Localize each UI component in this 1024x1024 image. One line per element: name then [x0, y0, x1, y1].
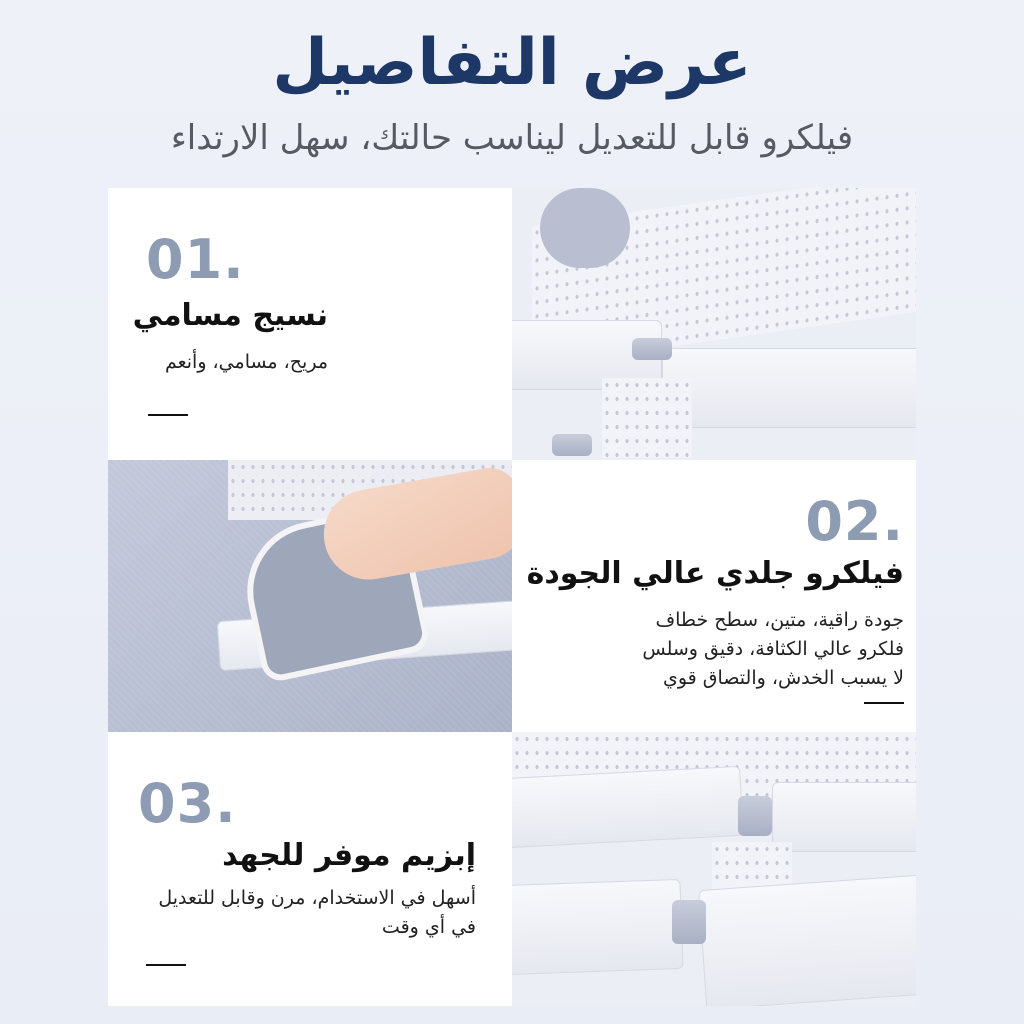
feature-2-divider [864, 702, 904, 704]
page-subtitle: فيلكرو قابل للتعديل ليناسب حالتك، سهل الارتداء [170, 118, 854, 158]
feature-1-title: نسيج مسامي [132, 298, 328, 333]
feature-2-description-line-3: لا يسبب الخدش، والتصاق قوي [662, 667, 904, 689]
feature-3-divider [146, 964, 186, 966]
feature-2-title: فيلكرو جلدي عالي الجودة [526, 556, 904, 591]
strap-image [662, 348, 916, 428]
buckle-image [552, 434, 592, 456]
feature-1-number: 01. [146, 228, 245, 291]
feature-3-number: 03. [138, 772, 237, 835]
page-title: عرض التفاصيل [272, 26, 752, 100]
feature-3-description-line-1: أسهل في الاستخدام، مرن وقابل للتعديل [158, 887, 476, 909]
details-grid [108, 188, 916, 1006]
buckle-image [672, 900, 706, 944]
strap-image [512, 766, 744, 848]
buckle-image [632, 338, 672, 360]
feature-3-title: إبزيم موفر للجهد [222, 838, 476, 873]
feature-1-description: مريح، مسامي، وأنعم [164, 351, 328, 373]
buckle-image [738, 796, 772, 836]
feature-2-description-line-1: جودة راقية، متين، سطح خطاف [655, 609, 904, 631]
feature-3-description-line-2: في أي وقت [381, 916, 476, 938]
feature-1-photo [512, 188, 916, 460]
feature-2-text [512, 460, 916, 732]
padding-image [540, 188, 630, 268]
feature-2-number: 02. [805, 490, 904, 553]
strap-image [512, 879, 684, 975]
feature-1-divider [148, 414, 188, 416]
feature-2-description-line-2: فلكرو عالي الكثافة، دقيق وسلس [642, 638, 904, 660]
feature-3-text [108, 732, 512, 1006]
feature-3-photo [512, 732, 916, 1006]
strap-image [772, 782, 916, 852]
mesh-fabric-image [602, 378, 692, 458]
strap-image [698, 874, 916, 1006]
feature-2-photo [108, 460, 512, 732]
feature-1-text [108, 188, 512, 460]
